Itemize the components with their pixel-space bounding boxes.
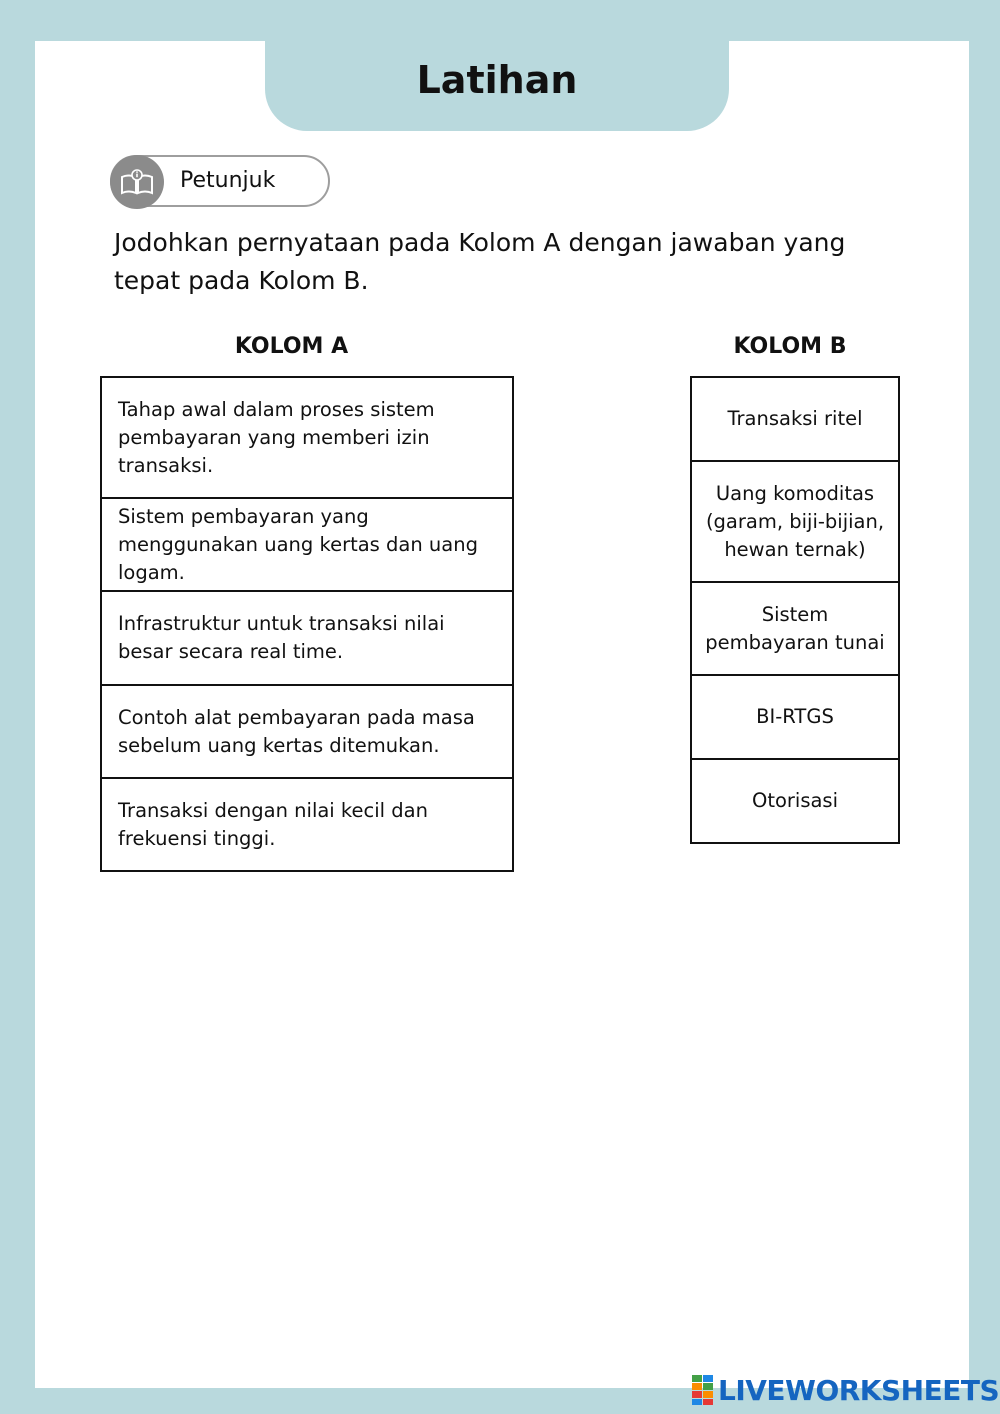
liveworksheets-brand xyxy=(692,1374,999,1406)
column-b-item[interactable]: Otorisasi xyxy=(751,789,839,812)
column-a-item[interactable]: Infrastruktur untuk transaksi nilai besar secara real time. xyxy=(102,592,512,686)
column-b-item[interactable]: BI-RTGS xyxy=(692,676,898,760)
column-a-item[interactable]: Sistem pembayaran yang menggunakan uang kertas dan uang logam. xyxy=(102,499,512,592)
column-a-item[interactable]: Transaksi dengan nilai kecil dan frekuensi tinggi. xyxy=(118,798,428,850)
column-b-heading: KOLOM B xyxy=(733,334,847,359)
book-info-icon xyxy=(110,155,164,209)
column-b-table xyxy=(690,376,900,844)
title-tab xyxy=(265,41,729,131)
column-a-heading: KOLOM A xyxy=(234,334,349,359)
column-b-item[interactable]: Transaksi ritel xyxy=(692,378,898,462)
column-a-item[interactable]: Tahap awal dalam proses sistem pembayaran yang memberi izin transaksi. xyxy=(102,378,512,499)
instruction-text: Jodohkan pernyataan pada Kolom A dengan jawaban yang tepat pada Kolom B. xyxy=(114,228,846,295)
hint-label: Petunjuk xyxy=(180,168,276,193)
column-a-item[interactable]: Contoh alat pembayaran pada masa sebelum uang kertas ditemukan. xyxy=(102,686,512,779)
brand-text: LIVEWORKSHEETS xyxy=(718,1373,1000,1407)
liveworksheets-logo-icon xyxy=(692,1375,714,1405)
hint-badge xyxy=(110,155,330,207)
page-title: Latihan xyxy=(416,58,578,102)
column-a-table xyxy=(100,376,514,872)
column-b-item[interactable]: Uang komoditas (garam, biji-bijian, hewan ternak) xyxy=(692,462,898,583)
column-b-item[interactable]: Sistem pembayaran tunai xyxy=(692,583,898,676)
